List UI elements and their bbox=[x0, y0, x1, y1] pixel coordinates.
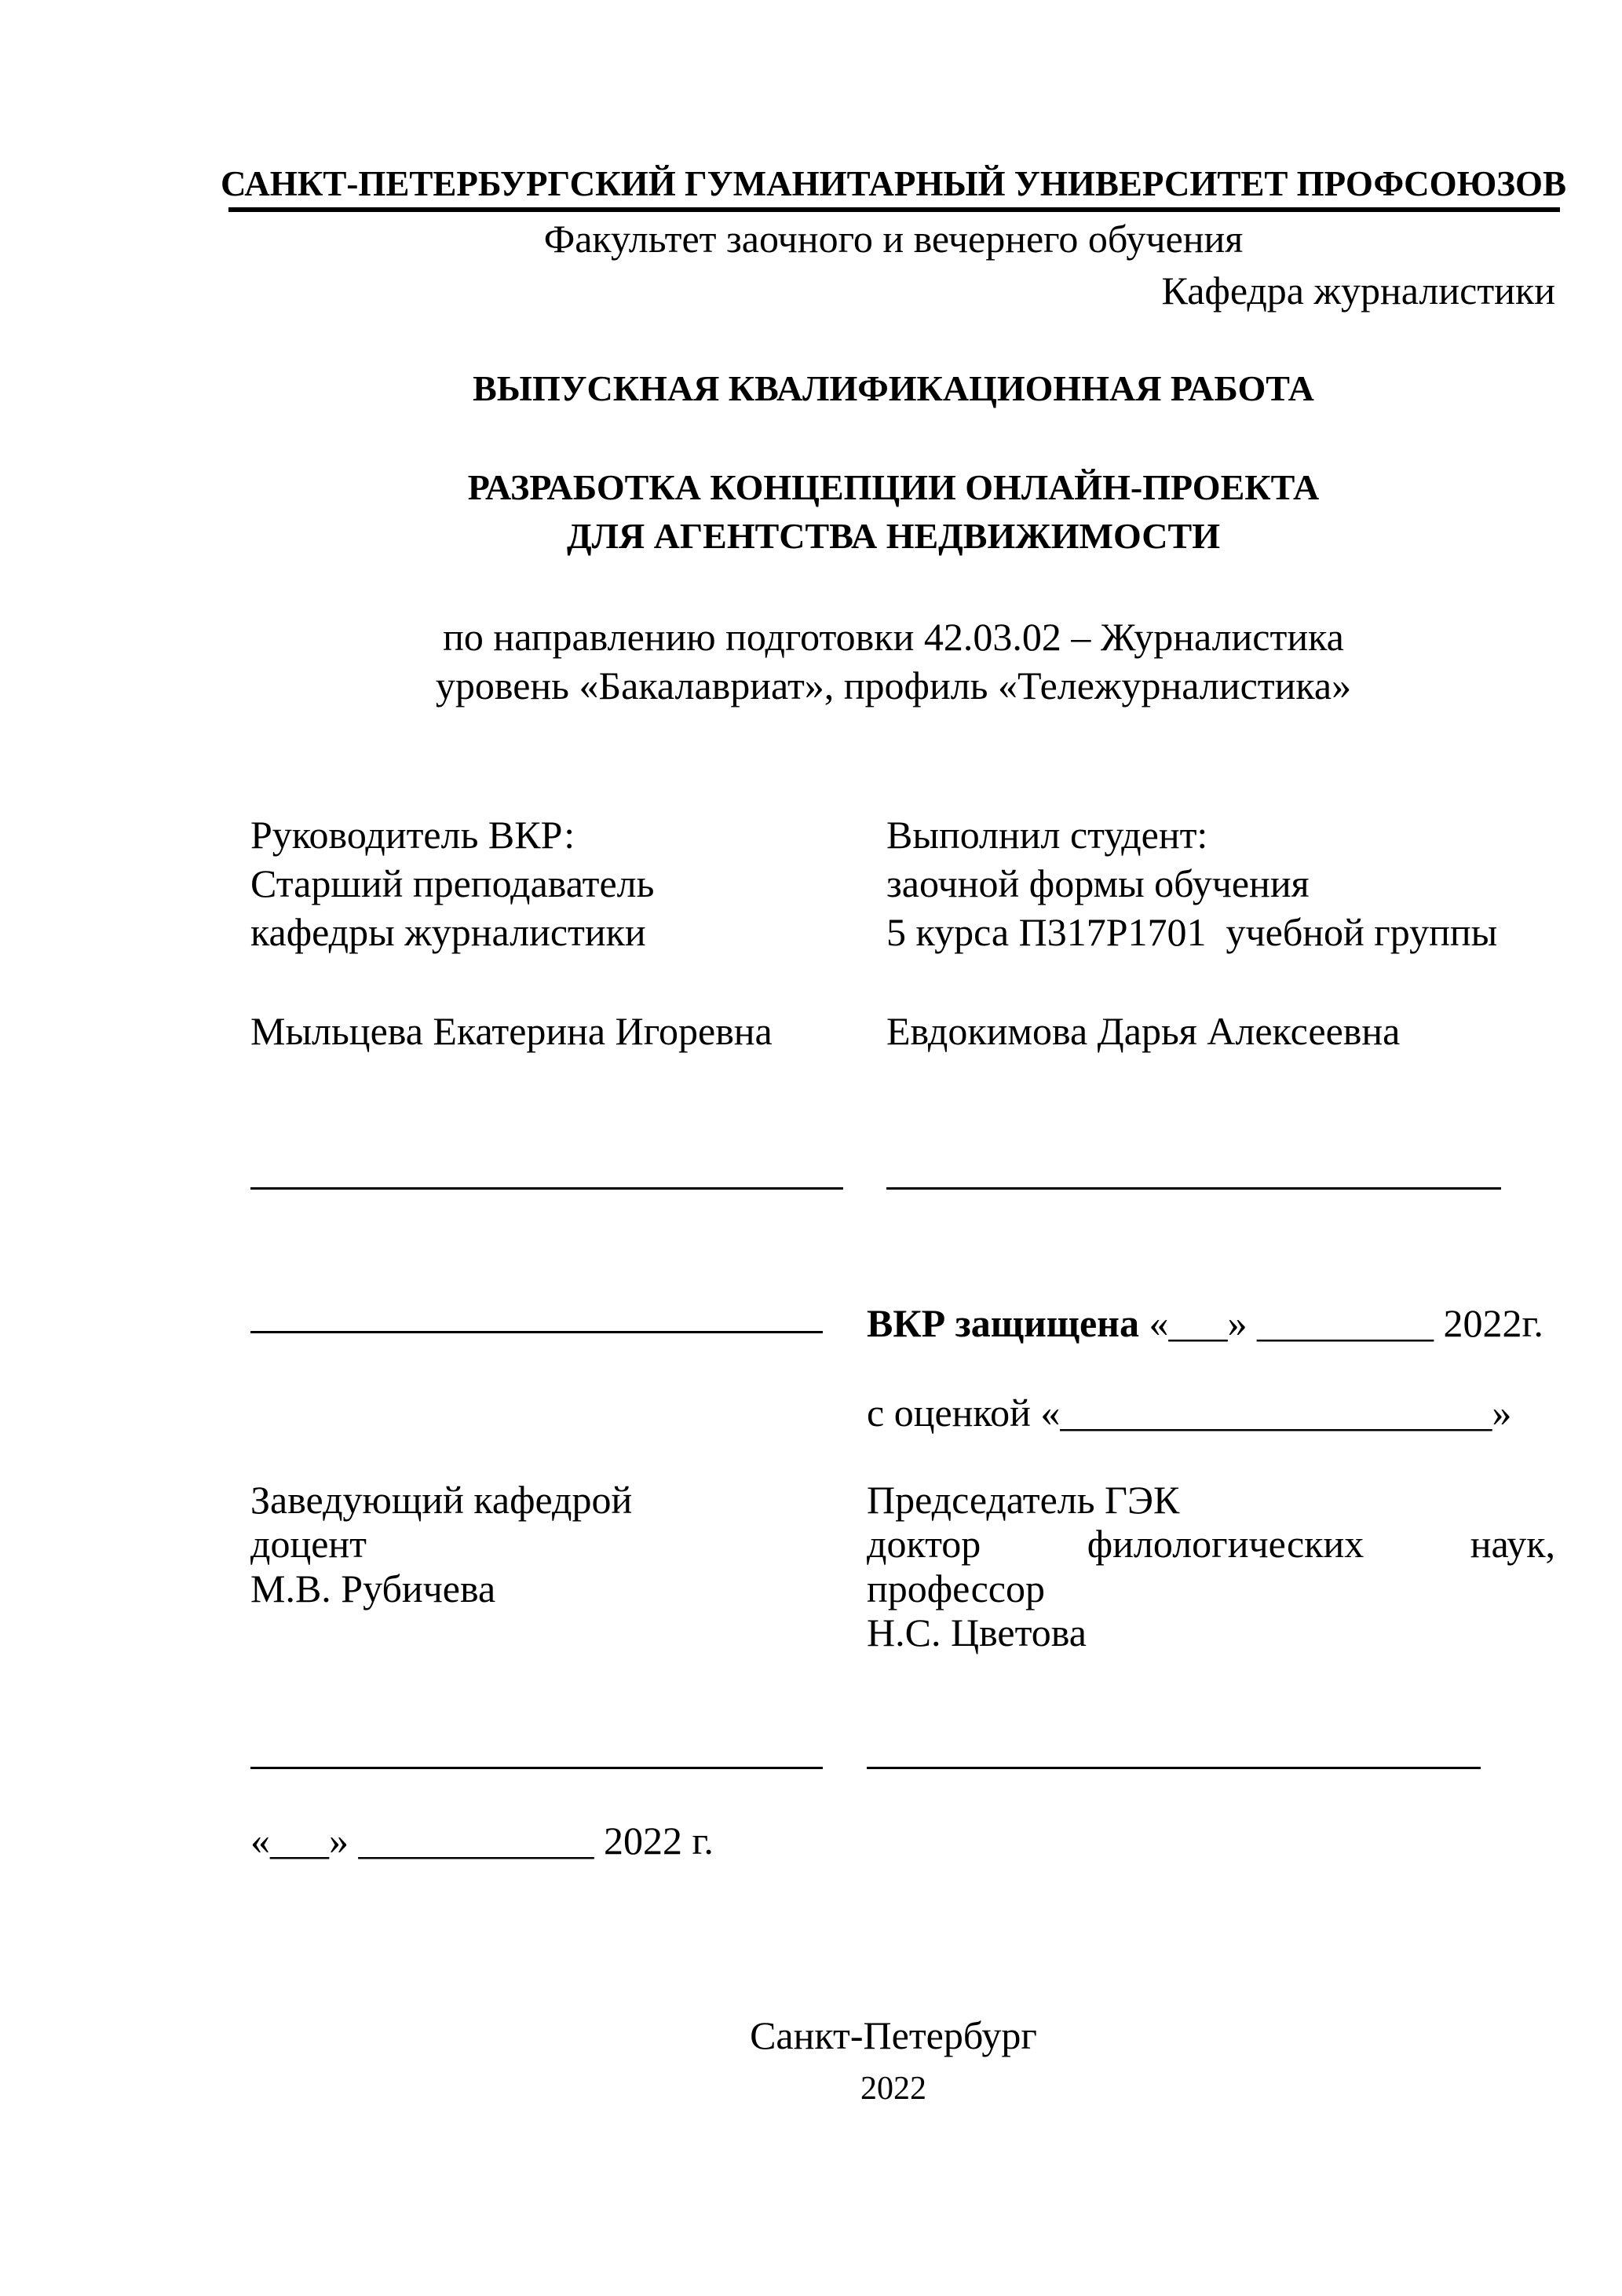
defense-bold: ВКР защищена bbox=[867, 1301, 1139, 1345]
head-name: М.В. Рубичева bbox=[250, 1567, 496, 1610]
topic-line-2: ДЛЯ АГЕНТСТВА НЕДВИЖИМОСТИ bbox=[567, 516, 1220, 556]
supervisor-label: Руководитель ВКР: bbox=[250, 813, 575, 857]
department: Кафедра журналистики bbox=[1161, 269, 1555, 313]
defense-grade: с оценкой «______________________» bbox=[867, 1391, 1512, 1435]
chairman-degree bbox=[867, 1522, 1555, 1566]
supervisor-position-1: Старший преподаватель bbox=[250, 861, 655, 905]
footer-city: Санкт-Петербург bbox=[750, 2013, 1037, 2057]
chairman-name: Н.С. Цветова bbox=[867, 1610, 1087, 1654]
faculty: Факультет заочного и вечернего обучения bbox=[543, 217, 1244, 261]
chairman-degree-word: доктор bbox=[867, 1522, 981, 1566]
head-signature-line bbox=[250, 1767, 823, 1769]
chairman-title: Председатель ГЭК bbox=[867, 1478, 1180, 1522]
supervisor-position-2: кафедры журналистики bbox=[250, 910, 646, 954]
student-name: Евдокимова Дарья Алексеевна bbox=[886, 1009, 1401, 1053]
direction-line-1: по направлению подготовки 42.03.02 – Журналистика bbox=[443, 615, 1344, 659]
footer-year: 2022 bbox=[860, 2071, 926, 2107]
head-title: Заведующий кафедрой bbox=[250, 1478, 633, 1522]
chairman-rank: профессор bbox=[867, 1567, 1045, 1610]
direction-line-2: уровень «Бакалавриат», профиль «Тележурналистика» bbox=[435, 664, 1352, 707]
work-type: ВЫПУСКНАЯ КВАЛИФИКАЦИОННАЯ РАБОТА bbox=[473, 368, 1314, 408]
student-line-1: заочной формы обучения bbox=[886, 861, 1310, 905]
chairman-degree-word: филологических bbox=[1087, 1522, 1364, 1566]
supervisor-signature-line bbox=[250, 1187, 843, 1190]
chairman-degree-word: наук, bbox=[1470, 1522, 1555, 1566]
header-rule bbox=[228, 207, 1560, 212]
signature-line bbox=[250, 1331, 823, 1333]
student-label: Выполнил студент: bbox=[886, 813, 1208, 857]
chairman-signature-line bbox=[867, 1767, 1481, 1769]
date-line: «___» ____________ 2022 г. bbox=[250, 1819, 714, 1863]
head-rank: доцент bbox=[250, 1522, 367, 1566]
defense-line bbox=[867, 1303, 1543, 1343]
university-name: САНКТ-ПЕТЕРБУРГСКИЙ ГУМАНИТАРНЫЙ УНИВЕРСИТЕТ ПРОФСОЮЗОВ bbox=[220, 164, 1567, 203]
student-signature-line bbox=[886, 1187, 1501, 1190]
defense-date: «___» _________ 2022г. bbox=[1138, 1301, 1543, 1345]
topic-line-1: РАЗРАБОТКА КОНЦЕПЦИИ ОНЛАЙН-ПРОЕКТА bbox=[467, 467, 1320, 507]
supervisor-name: Мыльцева Екатерина Игоревна bbox=[250, 1009, 773, 1053]
student-line-2: 5 курса П317Р1701 учебной группы bbox=[886, 910, 1498, 954]
